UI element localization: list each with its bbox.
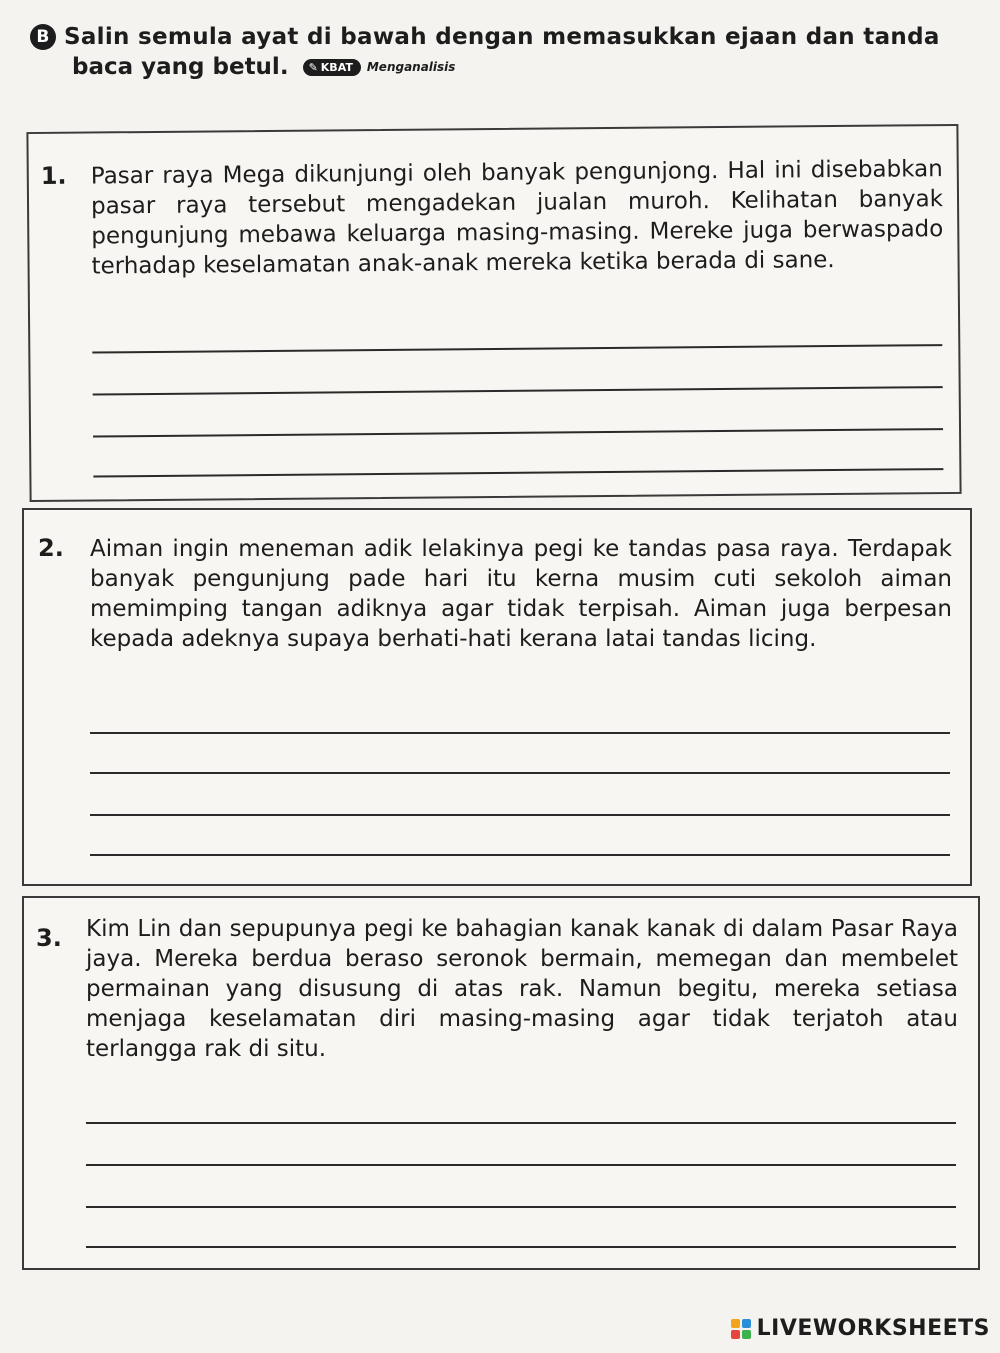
answer-line[interactable] xyxy=(86,1206,956,1208)
question-box-1 xyxy=(26,124,961,502)
answer-line[interactable] xyxy=(92,344,942,353)
question-number: 1. xyxy=(40,161,67,190)
instruction-text-line2: baca yang betul. xyxy=(72,54,289,80)
logo-square xyxy=(742,1319,751,1328)
question-number: 2. xyxy=(38,534,64,562)
question-number: 3. xyxy=(36,924,62,952)
question-text: Kim Lin dan sepupunya pegi ke bahagian kanak kanak di dalam Pasar Raya jaya. Mereka berdua beraso seronok bermain, memegan dan membelet permainan yang disusung di atas rak. Namun begitu, mereka setiasa menjaga keselamatan diri masing-masing agar tidak terjatoh atau terlangga rak di situ. xyxy=(86,916,958,1062)
answer-line[interactable] xyxy=(90,814,950,816)
answer-line[interactable] xyxy=(86,1246,956,1248)
answer-line[interactable] xyxy=(93,428,943,437)
question-text: Pasar raya Mega dikunjungi oleh banyak pengunjong. Hal ini disebabkan pasar raya tersebut mengadekan jualan muroh. Kelihatan banyak pengunjung mebawa keluarga masing-masing. Mereke juga berwaspado terhadap keselamatan anak-anak mereka ketika berada di sane. xyxy=(90,156,944,280)
answer-line[interactable] xyxy=(90,732,950,734)
answer-line[interactable] xyxy=(93,386,943,395)
question-box-2 xyxy=(22,508,972,886)
answer-line[interactable] xyxy=(90,854,950,856)
answer-line[interactable] xyxy=(90,772,950,774)
answer-line[interactable] xyxy=(93,468,943,477)
instruction-text-line1: Salin semula ayat di bawah dengan memasukkan ejaan dan tanda xyxy=(64,24,940,50)
liveworksheets-logo-icon xyxy=(731,1319,751,1339)
logo-square xyxy=(731,1330,740,1339)
question-box-3 xyxy=(22,896,980,1270)
liveworksheets-logo xyxy=(731,1316,990,1341)
kbat-badge xyxy=(303,59,361,76)
logo-square xyxy=(742,1330,751,1339)
answer-line[interactable] xyxy=(86,1164,956,1166)
kbat-skill-label: Menganalisis xyxy=(366,60,456,74)
instruction-header xyxy=(30,24,960,80)
logo-square xyxy=(731,1319,740,1328)
answer-line[interactable] xyxy=(86,1122,956,1124)
question-text: Aiman ingin meneman adik lelakinya pegi ke tandas pasa raya. Terdapak banyak pengunjung pade hari itu kerna musim cuti sekoloh aiman memimping tangan adiknya agar tidak terpisah. Aiman juga berpesan kepada adeknya supaya berhati-hati kerana latai tandas licing. xyxy=(90,536,952,652)
section-b-badge: B xyxy=(30,24,56,50)
lightbulb-icon: ✎ xyxy=(308,60,318,74)
kbat-badge-text: KBAT xyxy=(320,60,353,74)
logo-text: LIVEWORKSHEETS xyxy=(756,1316,990,1341)
